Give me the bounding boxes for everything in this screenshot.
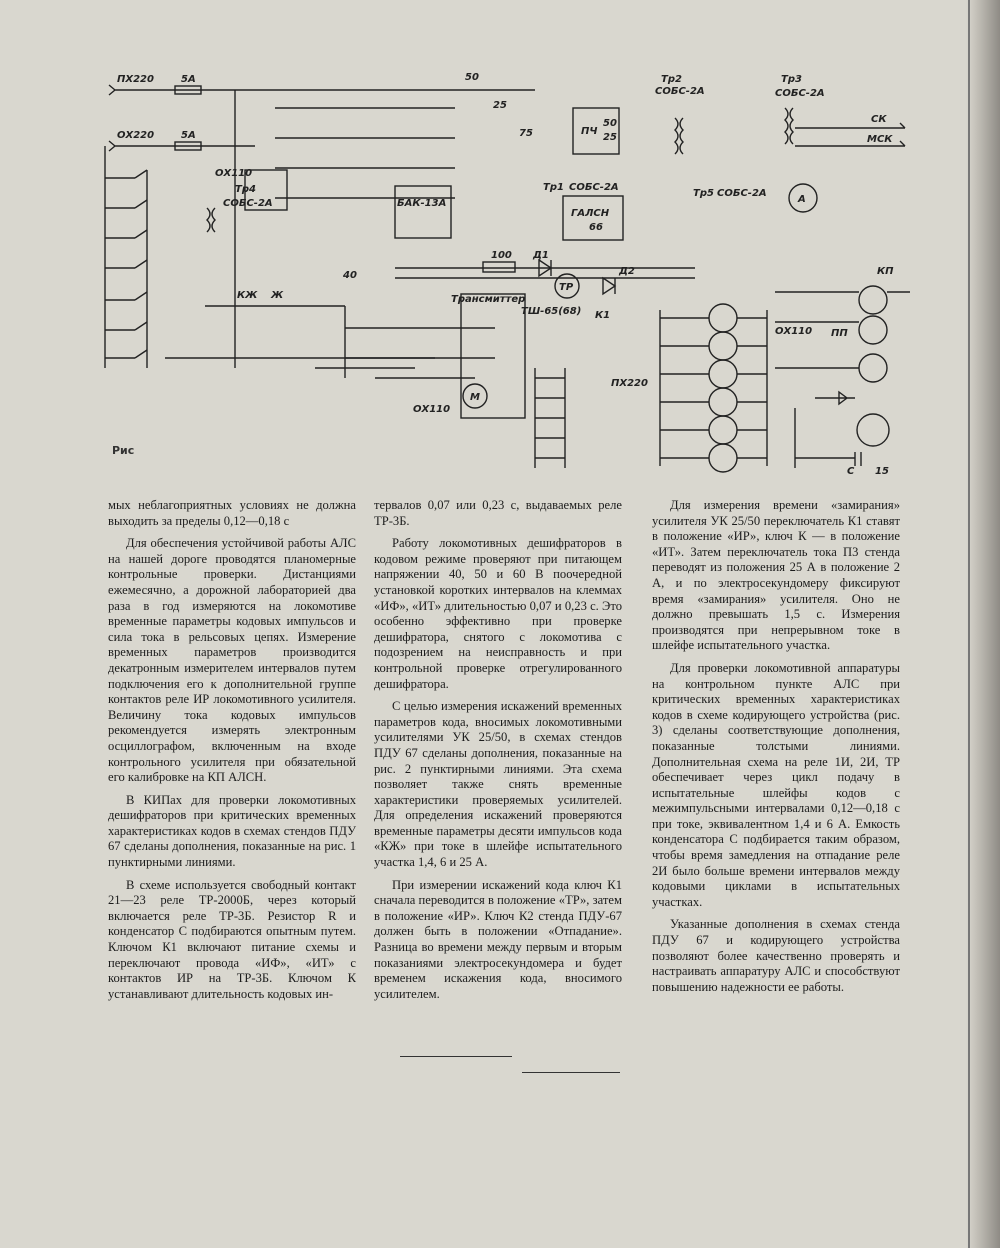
label-input1: ПХ220 <box>117 74 154 85</box>
paragraph: Указанные дополнения в схемах стенда ПДУ 67 и кодирующего устройства позволяют более качественно проверять и настраивать аппаратуру АЛС и способствуют повышению надежности ее работы. <box>652 917 900 994</box>
paragraph: При измерении искажений кода ключ К1 сначала переводится в положение «ТР», затем в положение «ИР». Ключ К2 стенда ПДУ-67 должен быть в положении «Отпадание». Разница во времени между первым и вторым показаниями электросекундомера и будет временем искажения кода, вносимого усилителем. <box>374 877 622 1001</box>
label-k1: К1 <box>595 310 611 321</box>
label-ox110-c: ОХ110 <box>775 326 813 337</box>
label-motor: М <box>470 392 480 403</box>
label-tr4: Тр4 <box>235 184 256 195</box>
label-tr1-type: СОБС-2А <box>569 182 619 193</box>
paragraph: тервалов 0,07 или 0,23 с, выдаваемых реле ТР-3Б. <box>374 498 622 528</box>
label-out-msk: МСК <box>867 134 893 145</box>
paragraph: Для обеспечения устойчивой работы АЛС на нашей дороге проводятся планомерные контрольные проверки. Дистанциями ежемесячно, а дорожной лабораторией два раза в год измеряются на локомотиве временные параметры кодовых импульсов и сила тока в рельсовых цепях. Измерение временных параметров производится декатронным измерителем интервалов путем подключения его к дополнительной группе контактов реле ИР локомотивного усилителя. Величину тока кодовых импульсов рекомендуется измерять электронным осциллографом, включенным на входе контрольного усилителя при обязательной его калибровке на КП АЛСН. <box>108 536 356 785</box>
label-fuse2: 5А <box>181 130 196 141</box>
label-r100: 100 <box>491 250 512 261</box>
label-tsh: ТШ-65(68) <box>521 306 582 317</box>
paragraph: В КИПах для проверки локомотивных дешифраторов при критических временных характеристиках кодов в схемах стендов ПДУ 67 сделаны дополнения, показанные на рис. 1 пунктирными линиями. <box>108 792 356 870</box>
label-v50: 50 <box>465 72 479 83</box>
label-ox110-b: ОХ110 <box>413 404 451 415</box>
label-pch-freq-top: 50 <box>603 118 617 129</box>
label-pch: ПЧ <box>581 126 598 137</box>
label-cap-value: 15 <box>875 466 889 477</box>
label-ammeter: А <box>798 194 806 205</box>
label-tr1: Тр1 <box>543 182 564 193</box>
label-px220-b: ПХ220 <box>611 378 648 389</box>
label-d2: Д2 <box>619 266 635 277</box>
text-column-2 <box>374 498 622 1009</box>
label-tr2-type: СОБС-2А <box>655 86 705 97</box>
label-kp: КП <box>877 266 894 277</box>
circuit-schematic <box>95 68 920 488</box>
label-tr5-type: СОБС-2А <box>717 188 767 199</box>
label-tr2: Тр2 <box>661 74 682 85</box>
label-galsn: ГАЛСН <box>571 208 610 219</box>
label-tr3-type: СОБС-2А <box>775 88 825 99</box>
label-tr3: Тр3 <box>781 74 802 85</box>
label-bak: БАК-13А <box>397 198 447 209</box>
label-transmitter: Трансмиттер <box>451 294 526 305</box>
paragraph: мых неблагоприятных условиях не должна выходить за пределы 0,12—0,18 с <box>108 498 356 528</box>
footer-rule-right <box>522 1072 620 1073</box>
paragraph: Для измерения времени «замирания» усилителя УК 25/50 переключатель К1 ставят в положение «ИР», ключ К — в положение «ИТ». Затем переключатель тока П3 стенда переводят из положения 25 А в положение 2 А, и по электросекундомеру фиксируют время «замирания» усилителя. Оно не должно превышать 1,5 с. Измерения производятся при непрерывном токе в шлейфе испытательного участка. <box>652 498 900 653</box>
paragraph: Для проверки локомотивной аппаратуры на контрольном пункте АЛС при критических временных характеристиках кодов в схеме кодирующего устройства (рис. 3) сделаны соответствующие дополнения, показанные толстыми линиями. Дополнительная схема на реле 1И, 2И, ТР обеспечивает через цикл подачу в испытательные шлейфы кодов с межимпульсными интервалами 0,12—0,18 с при токе, эквивалентном 1,4 и 6 А. Емкость конденсатора С подбирается таким образом, чтобы время замедления на отпадание реле 2И было больше времени интервалов между кодовыми циклами в испытательных участках. <box>652 660 900 909</box>
label-pp: ПП <box>831 328 848 339</box>
figure-caption: Рис <box>112 444 135 457</box>
label-zh: Ж <box>271 290 284 301</box>
text-column-1 <box>108 498 356 1009</box>
label-d1: Д1 <box>533 250 549 261</box>
label-r40: 40 <box>343 270 357 281</box>
label-out-sk: СК <box>871 114 887 125</box>
label-fuse1: 5А <box>181 74 196 85</box>
paragraph: В схеме используется свободный контакт 21—23 реле ТР-2000Б, через который включается реле ТР-3Б. Резистор R и конденсатор С подбираются опытным путем. Ключом К1 включают питание схемы и переключают провода «ИФ», «ИТ» с контактов ИР на ТР-3Б. Ключом К устанавливают длительность кодовых ин- <box>108 877 356 1001</box>
label-ox110-a: ОХ110 <box>215 168 253 179</box>
label-input2: ОХ220 <box>117 130 155 141</box>
paragraph: Работу локомотивных дешифраторов в кодовом режиме проверяют при питающем напряжении 40, 50 и 60 В поочередной установкой коротких интервалов на клеммах «ИФ», «ИТ» длительностью 0,07 и 0,23 с. Это особенно эффективно при проверке дешифратора, снятого с локомотива с подозрением на неисправность и при контрольной проверке отрегулированного дешифратора. <box>374 536 622 691</box>
text-column-3 <box>652 498 900 1002</box>
label-pch-freq-bot: 25 <box>603 132 617 143</box>
label-v25: 25 <box>493 100 507 111</box>
label-capacitor: С <box>847 466 855 477</box>
paragraph: С целью измерения искажений временных параметров кода, вносимых локомотивными усилителями УК 25/50, в схемах стендов ПДУ 67 сделаны дополнения, показанные на рис. 2 пунктирными линиями. Эта схема позволяет также снять временные характеристики проверяемых усилителей. Для определения искажений проверяются временные параметры десяти импульсов кода «КЖ» при токе в шлейфе испытательного участка 1,4, 6 и 25 А. <box>374 699 622 870</box>
label-tr-lamp: ТР <box>559 282 574 293</box>
page-edge <box>966 0 1000 1248</box>
page-edge-line <box>968 0 970 1248</box>
label-v75: 75 <box>519 128 533 139</box>
label-tr4-type: СОБС-2А <box>223 198 273 209</box>
label-tr5: Тр5 <box>693 188 714 199</box>
label-kzh: КЖ <box>237 290 258 301</box>
label-galsn-freq: 66 <box>589 222 603 233</box>
footer-rule-left <box>400 1056 512 1057</box>
